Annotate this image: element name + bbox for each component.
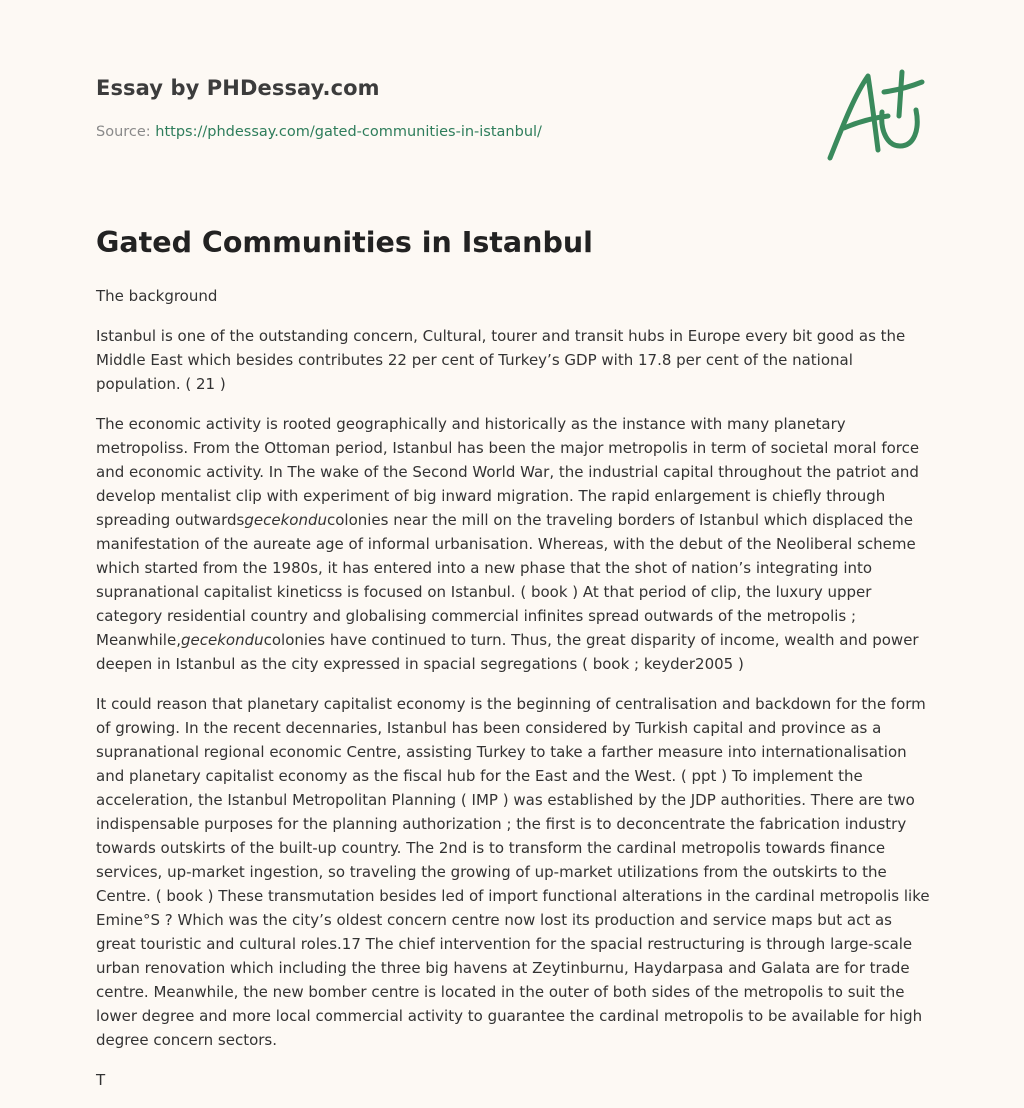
essay-title: Gated Communities in Istanbul: [96, 226, 593, 259]
source-line: [96, 124, 542, 140]
paragraph-2-part-a: The economic activity is rooted geographically and historically as the instance with many planetary metropoliss. From the Ottoman period, Istanbul has been the major metropolis in term of societal moral force and economic activity. In The wake of the Second World War, the industrial capital throughout the patriot and develop mentalist clip with experiment of big inward migration. The rapid enlargement is chiefly through spreading outwards: [96, 415, 920, 529]
paragraph-2-part-b: colonies near the mill on the traveling borders of Istanbul which displaced the manifestation of the aureate age of informal urbanisation. Whereas, with the debut of the Neoliberal scheme which started from the 1980s, it has entered into a new phase that the shot of nation’s integrating into supranational capitalist kineticss is focused on Istanbul. ( book ) At that period of clip, the luxury upper category residential country and globalising commercial infinites spread outwards of the metropolis ; Meanwhile,: [96, 511, 916, 649]
section-heading: The background: [96, 287, 218, 305]
essay-body: [96, 284, 932, 1108]
paragraph-2-part-c: colonies have continued to turn. Thus, the great disparity of income, wealth and power deepen in Istanbul as the city expressed in spacial segregations ( book ; keyder2005 ): [96, 631, 919, 673]
paragraph-4: T: [96, 1071, 106, 1089]
paragraph-2: [96, 412, 932, 676]
paragraph-2-italic-term-2: gecekondu: [180, 631, 264, 649]
source-link[interactable]: https://phdessay.com/gated-communities-in-istanbul/: [155, 124, 542, 140]
a-plus-grade-icon: [822, 66, 932, 166]
paragraph-1: Istanbul is one of the outstanding concern, Cultural, tourer and transit hubs in Europe every bit good as the Middle East which besides contributes 22 per cent of Turkey’s GDP with 17.8 per cent of the national population. ( 21 ): [96, 327, 906, 393]
source-label: Source:: [96, 124, 151, 140]
paragraph-3: It could reason that planetary capitalist economy is the beginning of centralisation and backdown for the form of growing. In the recent decennaries, Istanbul has been considered by Turkish capital and province as a supranational regional economic Centre, assisting Turkey to take a farther measure into internationalisation and planetary capitalist economy as the fiscal hub for the East and the West. ( ppt ) To implement the acceleration, the Istanbul Metropolitan Planning ( IMP ) was established by the JDP authorities. There are two indispensable purposes for the planning authorization ; the first is to deconcentrate the fabrication industry towards outskirts of the built-up country. The 2nd is to transform the cardinal metropolis towards finance services, up-market ingestion, so traveling the growing of up-market utilizations from the outskirts to the Centre. ( book ) These transmutation besides led of import functional alterations in the cardinal metropolis like Emine°S ? Which was the city’s oldest concern centre now lost its production and service maps but act as great touristic and cultural roles.17 The chief intervention for the spacial restructuring is through large-scale urban renovation which including the three big havens at Zeytinburnu, Haydarpasa and Galata are for trade centre. Meanwhile, the new bomber centre is located in the outer of both sides of the metropolis to suit the lower degree and more local commercial activity to guarantee the cardinal metropolis to be available for high degree concern sectors.: [96, 695, 930, 1049]
paragraph-2-italic-term-1: gecekondu: [244, 511, 327, 529]
brand-title: Essay by PHDessay.com: [96, 76, 380, 100]
